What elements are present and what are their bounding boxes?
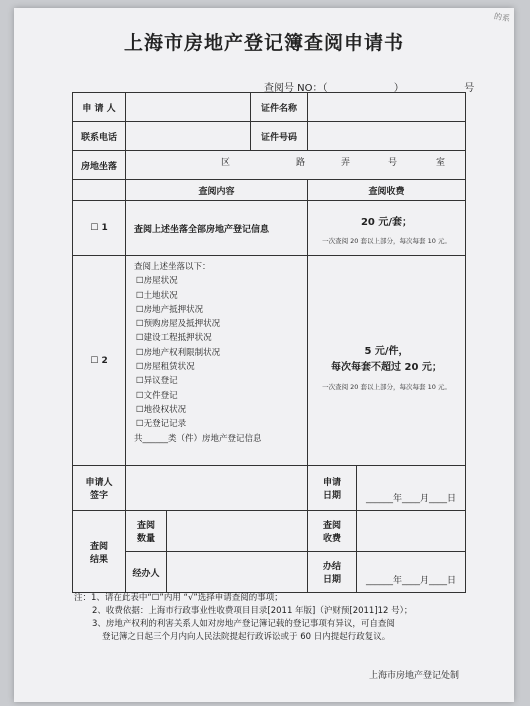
issuer-footer: 上海市房地产登记处制 (369, 671, 460, 681)
row2-total: 共______类（件）房地产登记信息 (134, 433, 262, 444)
row2-item[interactable]: ☐建设工程抵押状况 (136, 333, 212, 344)
row2-item[interactable]: ☐文件登记 (136, 390, 178, 401)
header-blank (72, 179, 126, 201)
row2-item[interactable]: ☐房屋状况 (136, 276, 178, 287)
row2-item[interactable]: ☐房屋租赁状况 (136, 362, 195, 373)
addr-number: 号 (388, 158, 398, 168)
addr-room: 室 (436, 158, 446, 168)
row2-item[interactable]: ☐房地产抵押状况 (136, 304, 204, 315)
row2-intro: 查阅上述坐落以下： (134, 262, 211, 272)
note-line: 2、收费依据：上海市行政事业性收费项目目录[2011 年版]（沪财预[2011]12 号）； (92, 606, 413, 616)
col-content-header: 查阅内容 (125, 179, 308, 201)
copies-field[interactable] (166, 510, 308, 552)
handler-label: 经办人 (125, 551, 167, 593)
row2-item[interactable]: ☐异议登记 (136, 376, 178, 387)
notes (74, 592, 504, 644)
done-date-field[interactable]: ______年____月____日 (356, 551, 466, 593)
apply-date-field[interactable]: ______年____月____日 (356, 465, 466, 511)
addr-road: 路 (296, 158, 306, 168)
applicant-label: 申 请 人 (72, 92, 126, 122)
id-name-label: 证件名称 (250, 92, 308, 122)
row2-fee-note: 一次查阅 20 套以上部分，每次每套 10 元。 (322, 383, 451, 391)
signature-field[interactable] (125, 465, 308, 511)
row1-fee (307, 200, 466, 256)
row2-fee-amount: 5 元/件， (364, 346, 409, 357)
corner-mark: 的系 (493, 11, 511, 24)
row2-item[interactable]: ☐土地状况 (136, 290, 178, 301)
row2-fee (307, 255, 466, 466)
row2-list (134, 260, 262, 446)
note-line: 3、房地产权利的利害关系人如对房地产登记簿记载的登记事项有异议，可自查阅 (92, 619, 395, 629)
row2-item[interactable]: ☐预购房屋及抵押状况 (136, 319, 221, 330)
row1-content: 查阅上述坐落全部房地产登记信息 (125, 200, 308, 256)
note-line: 注：1、请在此表中“☐”内用 “√”选择申请查阅的事项； (74, 593, 283, 603)
apply-date-label: 申请 日期 (307, 465, 357, 511)
row1-checkbox[interactable]: ☐ 1 (72, 200, 126, 256)
applicant-field[interactable] (125, 92, 251, 122)
phone-field[interactable] (125, 121, 251, 151)
row2-checkbox[interactable]: ☐ 2 (72, 255, 126, 466)
addr-district: 区 (221, 158, 231, 168)
ref-suffix: 号 (464, 83, 475, 94)
result-label: 查阅 结果 (72, 510, 126, 593)
ref-label: 查阅号 NO：（ (264, 83, 328, 94)
handler-field[interactable] (166, 551, 308, 593)
row2-fee-cap: 每次每套不超过 20 元； (331, 362, 442, 373)
addr-lane: 弄 (341, 158, 351, 168)
form-title: 上海市房地产登记簿查阅申请书 (123, 32, 404, 54)
signature-label: 申请人 签字 (72, 465, 126, 511)
row2-item[interactable]: ☐房地产权利限制状况 (136, 347, 221, 358)
id-number-field[interactable] (307, 121, 466, 151)
id-name-field[interactable] (307, 92, 466, 122)
row2-content (125, 255, 308, 466)
ref-close: ） (393, 83, 404, 94)
row2-item[interactable]: ☐地役权状况 (136, 404, 187, 415)
row1-fee-note: 一次查阅 20 套以上部分，每次每套 10 元。 (322, 237, 451, 245)
fee-collected-field[interactable] (356, 510, 466, 552)
fee-collected-label: 查阅 收费 (307, 510, 357, 552)
form-sheet (14, 8, 514, 702)
id-number-label: 证件号码 (250, 121, 308, 151)
row2-item[interactable]: ☐无登记记录 (136, 419, 187, 430)
col-fee-header: 查阅收费 (307, 179, 466, 201)
location-label: 房地坐落 (72, 150, 126, 180)
location-field[interactable] (125, 150, 466, 180)
phone-label: 联系电话 (72, 121, 126, 151)
row1-fee-amount: 20 元/套； (360, 217, 413, 228)
note-line: 登记簿之日起三个月内向人民法院提起行政诉讼或于 60 日内提起行政复议。 (102, 632, 391, 642)
done-date-label: 办结 日期 (307, 551, 357, 593)
copies-label: 查阅 数量 (125, 510, 167, 552)
